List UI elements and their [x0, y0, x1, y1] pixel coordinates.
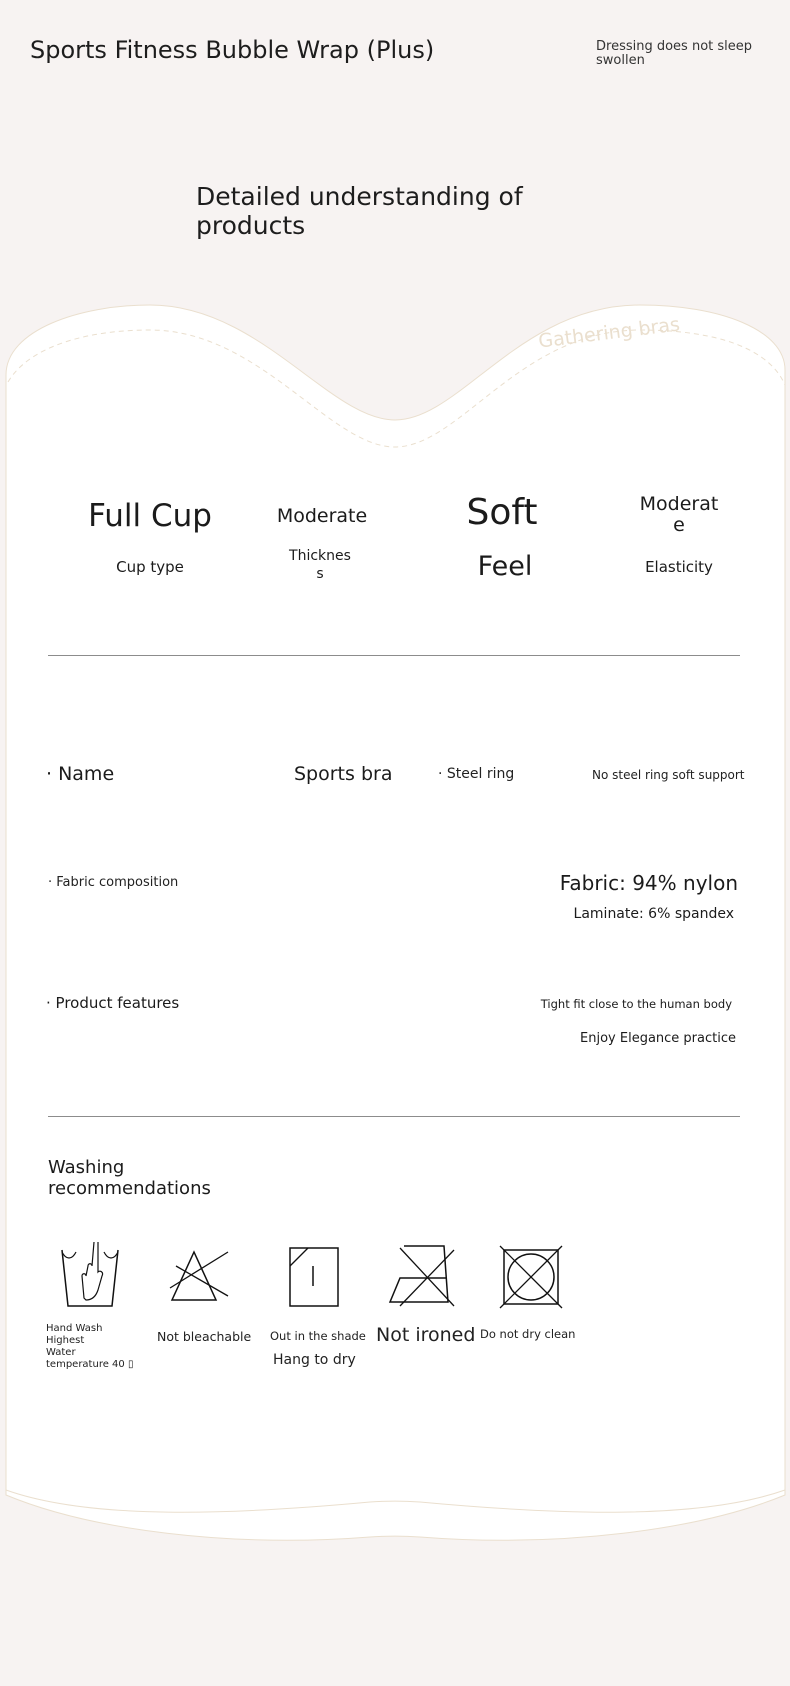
slogan-text: Dressing does not sleep swollen: [596, 39, 753, 68]
stat-elasticity-value: Moderat e: [639, 493, 719, 536]
stat-thickness-label: Thicknes s: [289, 548, 351, 582]
page-title: Sports Fitness Bubble Wrap (Plus): [30, 36, 435, 64]
shade-dry-icon: [288, 1246, 340, 1308]
no-iron-label: Not ironed: [376, 1324, 476, 1346]
hand-wash-label: Hand Wash Highest Water temperature 40 ▯: [46, 1323, 134, 1370]
steel-ring-value: No steel ring soft support: [592, 768, 745, 782]
no-iron-icon: [388, 1244, 458, 1310]
fabric-label: · Fabric composition: [48, 875, 179, 890]
shade-dry-label: Out in the shade: [270, 1329, 366, 1343]
fabric-value-1: Fabric: 94% nylon: [559, 871, 738, 895]
hand-wash-icon: [58, 1242, 122, 1310]
stat-feel-label: Feel: [477, 551, 533, 582]
divider-bottom: [48, 1116, 740, 1117]
stat-cup-label: Cup type: [116, 558, 184, 576]
stat-cup-value: Full Cup: [88, 498, 212, 534]
name-value: Sports bra: [294, 763, 393, 785]
no-bleach-label: Not bleachable: [157, 1329, 252, 1344]
shade-dry-label-2: Hang to dry: [273, 1352, 356, 1368]
no-bleach-icon: [166, 1248, 232, 1304]
features-value-1: Tight fit close to the human body: [540, 997, 732, 1011]
stat-feel-value: Soft: [466, 492, 538, 533]
banner-text: Gathering bras: [537, 313, 682, 353]
fabric-value-2: Laminate: 6% spandex: [573, 906, 734, 922]
divider-top: [48, 655, 740, 656]
name-label: · Name: [46, 763, 115, 785]
section-heading: Detailed understanding of products: [196, 182, 523, 240]
no-dry-clean-label: Do not dry clean: [480, 1327, 576, 1341]
features-value-2: Enjoy Elegance practice: [580, 1031, 736, 1046]
stat-elasticity-label: Elasticity: [645, 558, 713, 576]
steel-ring-label: · Steel ring: [438, 766, 515, 782]
features-label: · Product features: [46, 994, 180, 1012]
washing-title: Washing recommendations: [48, 1157, 211, 1199]
stat-thickness-value: Moderate: [276, 505, 368, 527]
no-dry-clean-icon: [498, 1244, 564, 1310]
